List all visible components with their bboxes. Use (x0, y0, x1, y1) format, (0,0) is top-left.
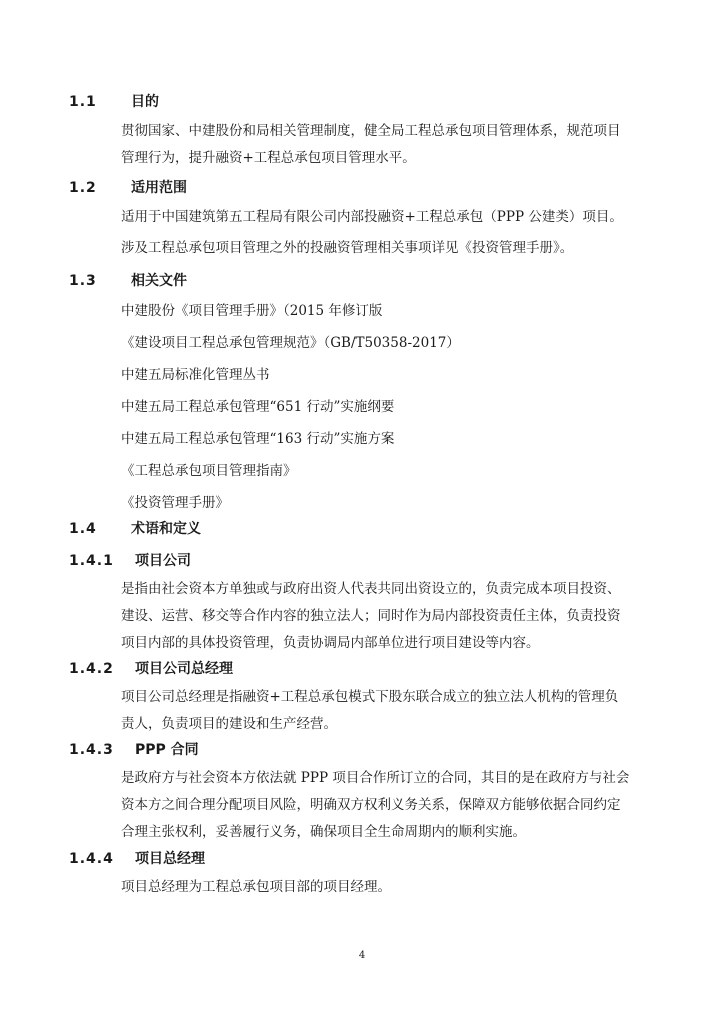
section-number: 1.4.4 (69, 851, 114, 867)
paragraph-line: 涉及工程总承包项目管理之外的投融资管理相关事项详见《投资管理手册》。 (121, 240, 574, 256)
scope-paragraph-1 (121, 204, 669, 231)
section-title: 术语和定义 (131, 521, 201, 537)
section-number: 1.4.1 (69, 553, 114, 569)
section-title: PPP 合同 (135, 742, 199, 758)
paragraph-line: 项目内部的具体投资管理，负责协调局内部单位进行项目建设等内容。 (121, 635, 540, 651)
paragraph-line: 是指由社会资本方单独或与政府出资人代表共同出资设立的，负责完成本项目投资、 (121, 581, 621, 597)
section-number: 1.4.2 (69, 661, 114, 677)
section-1-4-1-heading (69, 552, 191, 570)
doc-item: 中建五局工程总承包管理“651 行动”实施纲要 (121, 399, 395, 415)
doc-item: 《工程总承包项目管理指南》 (121, 463, 297, 479)
paragraph-line: 资本方之间合理分配项目风险，明确双方权利义务关系，保障双方能够依据合同约定 (121, 797, 621, 813)
section-1-1-heading (69, 93, 159, 111)
project-company-definition (121, 576, 669, 657)
section-1-4-2-heading (69, 660, 233, 678)
page-number: 4 (358, 950, 366, 961)
doc-item: 中建五局标准化管理丛书 (121, 367, 270, 383)
paragraph-line: 贯彻国家、中建股份和局相关管理制度，健全局工程总承包项目管理体系，规范项目 (121, 123, 621, 139)
project-gm-definition (121, 874, 669, 901)
ppp-contract-definition (121, 765, 669, 846)
section-1-3-heading (69, 272, 187, 290)
section-number: 1.3 (69, 273, 97, 289)
paragraph-line: 是政府方与社会资本方依法就 PPP 项目合作所订立的合同，其目的是在政府方与社会 (121, 770, 630, 786)
section-title: 项目公司 (135, 553, 191, 569)
section-1-4-heading (69, 520, 201, 538)
scope-paragraph-2 (121, 235, 669, 262)
section-title: 项目公司总经理 (135, 661, 233, 677)
section-title: 项目总经理 (135, 851, 205, 867)
section-number: 1.4.3 (69, 742, 114, 758)
section-number: 1.4 (69, 521, 97, 537)
paragraph-line: 项目公司总经理是指融资+工程总承包模式下股东联合成立的独立法人机构的管理负 (121, 689, 619, 705)
section-1-4-3-heading (69, 741, 199, 759)
section-title: 适用范围 (131, 180, 187, 196)
section-1-2-heading (69, 179, 187, 197)
doc-item: 中建股份《项目管理手册》（2015 年修订版 (121, 303, 383, 319)
section-title: 目的 (131, 94, 159, 110)
paragraph-line: 建设、运营、移交等合作内容的独立法人；同时作为局内部投资责任主体，负责投资 (121, 608, 621, 624)
doc-item: 《建设项目工程总承包管理规范》（GB/T50358-2017） (121, 335, 460, 351)
section-number: 1.2 (69, 180, 97, 196)
section-title: 相关文件 (131, 273, 187, 289)
doc-item: 《投资管理手册》 (121, 495, 229, 511)
purpose-paragraph (121, 118, 669, 172)
section-1-4-4-heading (69, 850, 205, 868)
project-company-gm-definition (121, 684, 669, 738)
doc-item: 中建五局工程总承包管理“163 行动”实施方案 (121, 431, 395, 447)
section-number: 1.1 (69, 94, 97, 110)
paragraph-line: 适用于中国建筑第五工程局有限公司内部投融资+工程总承包（PPP 公建类）项目。 (121, 209, 623, 225)
paragraph-line: 责人，负责项目的建设和生产经营。 (121, 716, 337, 732)
paragraph-line: 管理行为，提升融资+工程总承包项目管理水平。 (121, 150, 416, 166)
paragraph-line: 合理主张权利，妥善履行义务，确保项目全生命周期内的顺利实施。 (121, 824, 526, 840)
related-docs-list (121, 295, 669, 519)
paragraph-line: 项目总经理为工程总承包项目部的项目经理。 (121, 879, 391, 895)
